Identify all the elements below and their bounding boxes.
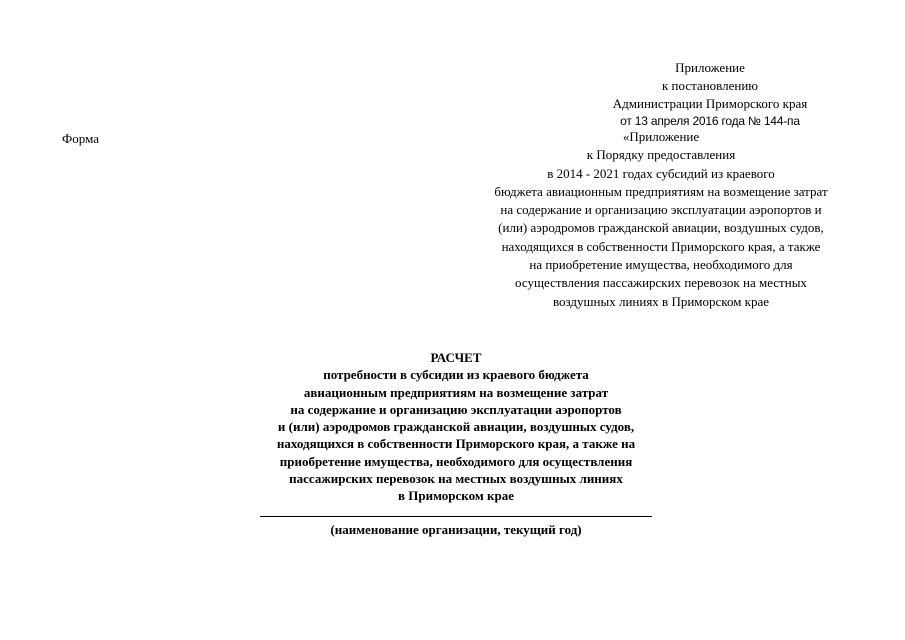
title-line: приобретение имущества, необходимого для осуществления: [279, 453, 633, 469]
appendix-line: Приложение: [675, 60, 745, 75]
order-appendix-line: на приобретение имущества, необходимого для: [529, 257, 793, 273]
order-appendix-line: в 2014 - 2021 годах субсидий из краевого: [547, 165, 775, 181]
order-appendix-line: на содержание и организацию эксплуатации аэропортов и: [500, 202, 822, 218]
organization-name-caption: (наименование организации, текущий год): [330, 522, 582, 537]
order-appendix-line: осуществления пассажирских перевозок на местных: [515, 275, 807, 291]
appendix-line: к постановлению: [661, 78, 759, 93]
order-appendix-line: (или) аэродромов гражданской авиации, воздушных судов,: [498, 220, 824, 236]
title-line: находящихся в собственности Приморского края, а также на: [276, 436, 636, 452]
title-line: на содержание и организацию эксплуатации аэропортов: [290, 401, 622, 417]
order-appendix-line: «Приложение: [622, 129, 700, 144]
order-appendix-line: к Порядку предоставления: [586, 147, 736, 163]
document-title: [226, 349, 686, 505]
title-line: потребности в субсидии из краевого бюджета: [323, 367, 589, 383]
title-heading: РАСЧЕТ: [430, 350, 482, 365]
date-number-stamp: от 13 апреля 2016 года № 144-па: [620, 114, 800, 128]
title-line: авиационным предприятиям на возмещение затрат: [303, 384, 609, 400]
order-appendix-header: [462, 128, 860, 311]
order-appendix-line: воздушных линиях в Приморском крае: [552, 293, 770, 309]
form-label: Форма: [62, 131, 99, 146]
order-appendix-line: бюджета авиационным предприятиям на возмещение затрат: [494, 183, 828, 199]
resolution-appendix-header: [560, 59, 860, 129]
title-line: пассажирских перевозок на местных воздушных линиях: [289, 471, 623, 487]
organization-name-blank-line: [260, 516, 652, 517]
order-appendix-line: находящихся в собственности Приморского края, а также: [501, 238, 821, 254]
appendix-line: Администрации Приморского края: [612, 96, 808, 111]
title-line: в Приморском крае: [398, 488, 514, 504]
title-line: и (или) аэродромов гражданской авиации, воздушных судов,: [277, 419, 635, 435]
